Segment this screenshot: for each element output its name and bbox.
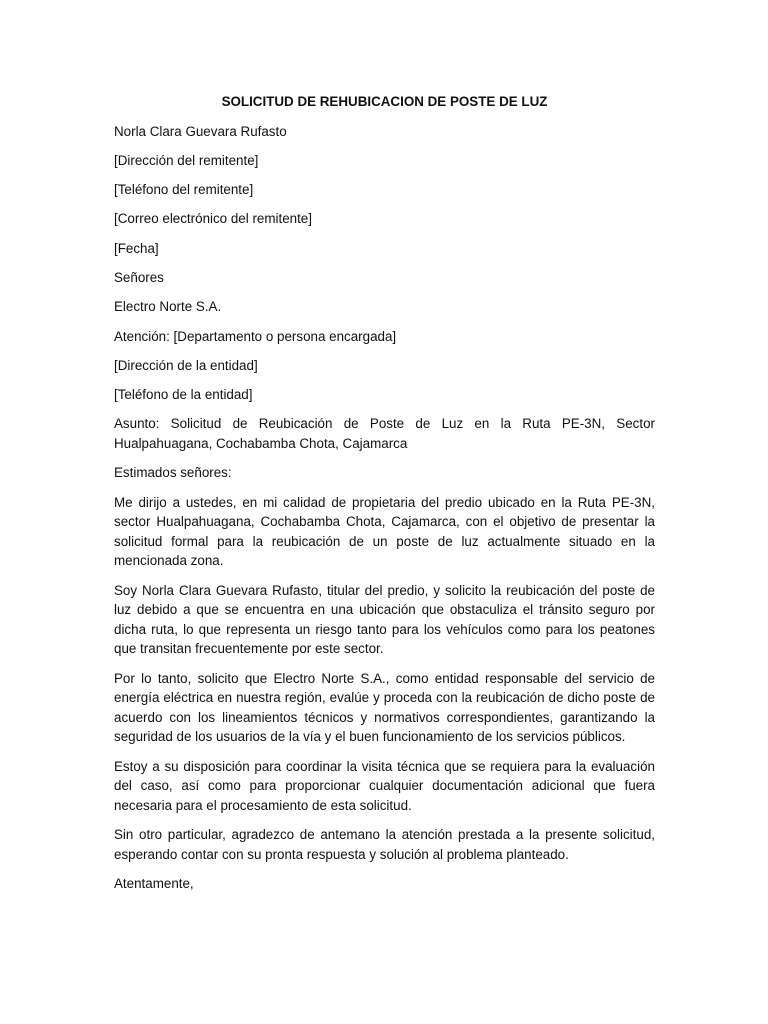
body-paragraph: Me dirijo a ustedes, en mi calidad de propietaria del predio ubicado en la Ruta PE-3N, sector Hualpahuagana, Cochabamba Chota, Cajamarca, con el objetivo de presentar la solicitud formal para la reubicación de un poste de luz actualmente situado en la mencionada zona. — [114, 494, 655, 569]
letter-date: [Fecha] — [114, 240, 159, 256]
recipient-attention: Atención: [Departamento o persona encargada] — [114, 328, 397, 344]
recipient-phone: [Teléfono de la entidad] — [114, 387, 253, 403]
sender-phone: [Teléfono del remitente] — [114, 182, 254, 198]
letter-page — [114, 92, 655, 904]
body-paragraph: Por lo tanto, solicito que Electro Norte S.A., como entidad responsable del servicio de energía eléctrica en nuestra región, evalúe y proceda con la reubicación de dicho poste de acuerdo con los lineamientos técnicos y normativos correspondientes, garantizando la seguridad de los usuarios de la vía y el buen funcionamiento de los servicios públicos. — [114, 670, 655, 745]
letter-greeting: Estimados señores: — [114, 465, 232, 481]
letter-subject: Asunto: Solicitud de Reubicación de Poste de Luz en la Ruta PE-3N, Sector Hualpahuagana, Cochabamba Chota, Cajamarca — [114, 416, 655, 451]
recipient-entity: Electro Norte S.A. — [114, 299, 222, 315]
sender-email: [Correo electrónico del remitente] — [114, 211, 312, 227]
recipient-address: [Dirección de la entidad] — [114, 357, 258, 373]
recipient-salutation-line: Señores — [114, 269, 164, 285]
body-paragraph: Estoy a su disposición para coordinar la visita técnica que se requiera para la evaluación del caso, así como para proporcionar cualquier documentación adicional que fuera necesaria para el procesamiento de esta solicitud. — [114, 758, 655, 813]
body-paragraph: Soy Norla Clara Guevara Rufasto, titular del predio, y solicito la reubicación del poste de luz debido a que se encuentra en una ubicación que obstaculiza el tránsito seguro por dicha ruta, lo que representa un riesgo tanto para los vehículos como para los peatones que transitan frecuentemente por este sector. — [114, 582, 655, 657]
body-paragraph: Sin otro particular, agradezco de antemano la atención prestada a la presente solicitud, esperando contar con su pronta respuesta y solución al problema planteado. — [114, 827, 655, 862]
sender-name: Norla Clara Guevara Rufasto — [114, 123, 287, 139]
letter-closing: Atentamente, — [114, 876, 194, 892]
document-title: SOLICITUD DE REHUBICACION DE POSTE DE LUZ — [221, 94, 548, 109]
sender-address: [Dirección del remitente] — [114, 152, 259, 168]
